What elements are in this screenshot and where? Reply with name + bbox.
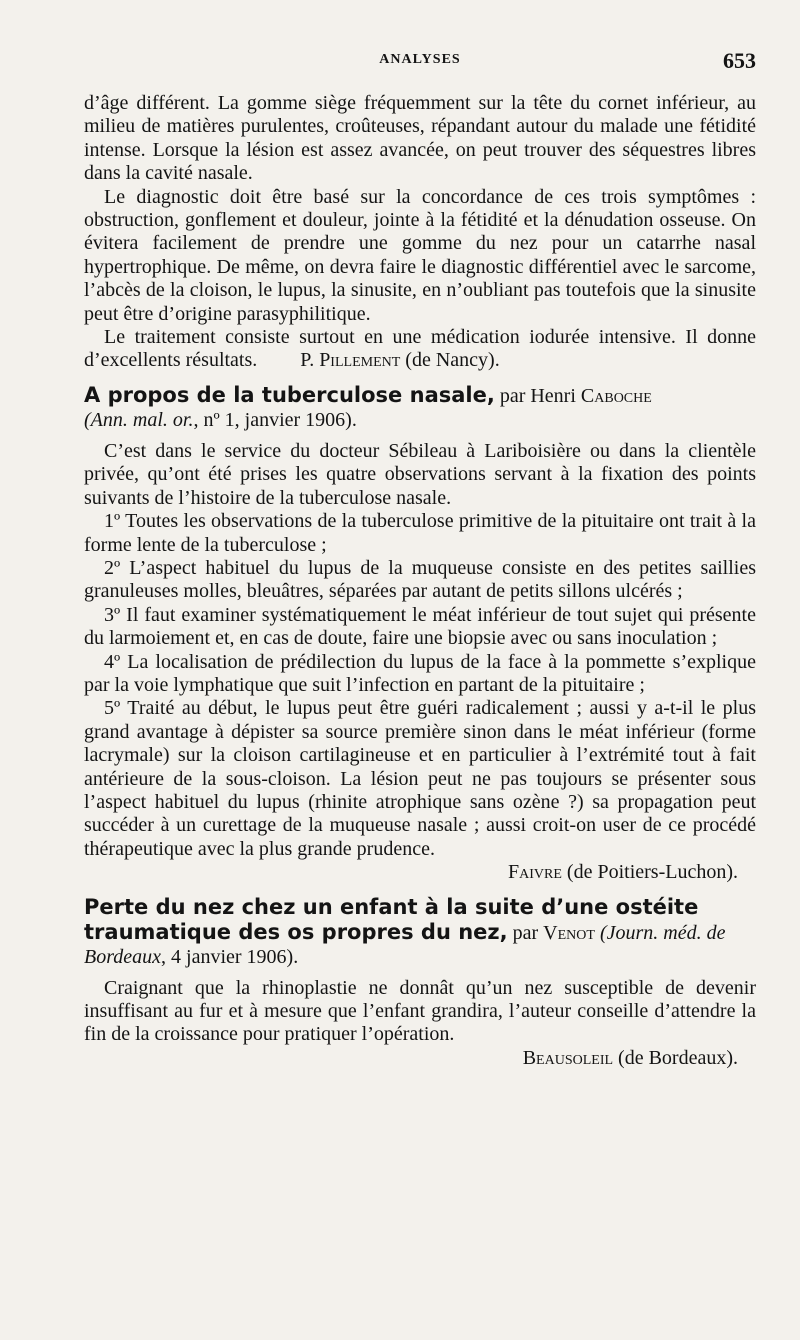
paragraph: d’âge différent. La gomme siège fréquemment sur la tête du cornet inférieur, au milieu de matières purulentes, croûteuses, répandant autour du malade une fétidité intense. Lorsque la lésion est assez avancée, on peut trouver des séquestres libres dans la cavité nasale. — [84, 92, 756, 185]
section-gomme-continued — [84, 92, 756, 373]
paragraph: Craignant que la rhinoplastie ne donnât qu’un nez susceptible de devenir insuffisant au fur et à mesure que l’enfant grandira, l’auteur conseille d’attendre la fin de la croissance pour pratiquer l’opération. — [84, 976, 756, 1046]
article-body — [84, 977, 756, 1071]
article-title: Perte du nez chez un enfant à la suite d’une ostéite traumatique des os propres du nez, — [84, 894, 699, 944]
running-head: ANALYSES — [379, 52, 461, 67]
page-header — [84, 48, 756, 76]
signature: Faivre (de Poitiers-Luchon). — [508, 861, 738, 884]
article-by: par Henri — [499, 384, 576, 407]
article-journal: (Ann. mal. or. — [84, 408, 194, 431]
paragraph: 3º Il faut examiner systématiquement le méat inférieur de tout sujet qui présente du larmoiement et, en cas de doute, faire une biopsie avec ou sans inoculation ; — [84, 603, 756, 650]
paragraph-text: Le traitement consiste surtout en une médication iodurée intensive. Il donne d’excellents résultats. — [84, 326, 756, 372]
article-heading — [84, 383, 756, 432]
paragraph: C’est dans le service du docteur Sébileau à Lariboisière ou dans la clientèle privée, qu’ont été prises les quatre observations servant à la fixation des points suivants de l’histoire de la tuberculose nasale. — [84, 439, 756, 509]
article-by: par — [512, 921, 539, 944]
paragraph — [84, 326, 756, 373]
article-journal: (Journ. méd. de Bordeaux — [84, 921, 726, 968]
paragraph: Le diagnostic doit être basé sur la concordance de ces trois symptômes : obstruction, gonflement et douleur, jointe à la fétidité et la dénudation osseuse. On évitera facilement de prendre une gomme du nez pour un catarrhe nasal hypertrophique. De même, on devra faire le diagnostic différentiel avec le sarcome, l’abcès de la cloison, le lupus, la sinusite, en n’oubliant pas toutefois que la sinusite peut être d’origine parasyphilitique. — [84, 185, 756, 325]
article-reference: , 4 janvier 1906). — [161, 945, 299, 968]
article-heading — [84, 895, 756, 969]
signature: P. Pillement (de Nancy). — [300, 349, 500, 372]
paragraph: 5º Traité au début, le lupus peut être guéri radicalement ; aussi y a-t-il le plus grand avantage à dépister sa source première sinon dans le méat inférieur (forme lacrymale) sur la cloison cartilagineuse et en particulier à l’extrémité tout à fait antérieure de la sous-cloison. La lésion peut ne pas toujours se présenter sous l’aspect habituel du lupus (rhinite atrophique sans ozène ?) sa propagation peut succéder à un curettage de la muqueuse nasale ; aussi croit-on user de ce procédé thérapeutique avec la plus grande prudence. — [84, 697, 756, 860]
signature: Beausoleil (de Bordeaux). — [522, 1046, 738, 1069]
paragraph: 4º La localisation de prédilection du lupus de la face à la pommette s’explique par la voie lymphatique que suit l’infection en partant de la pituitaire ; — [84, 650, 756, 696]
article-author: Venot — [543, 921, 595, 944]
article-body — [84, 440, 756, 885]
paragraph: 1º Toutes les observations de la tuberculose primitive de la pituitaire ont trait à la forme lente de la tuberculose ; — [84, 510, 756, 556]
article-title: A propos de la tuberculose nasale, — [84, 382, 495, 407]
article-reference: , nº 1, janvier 1906). — [193, 408, 357, 431]
page-number: 653 — [723, 48, 756, 73]
paragraph: 2º L’aspect habituel du lupus de la muqueuse consiste en des petites saillies granuleuses molles, bleuâtres, séparées par autant de petits sillons ulcérés ; — [84, 556, 756, 603]
article-author: Caboche — [580, 384, 652, 407]
